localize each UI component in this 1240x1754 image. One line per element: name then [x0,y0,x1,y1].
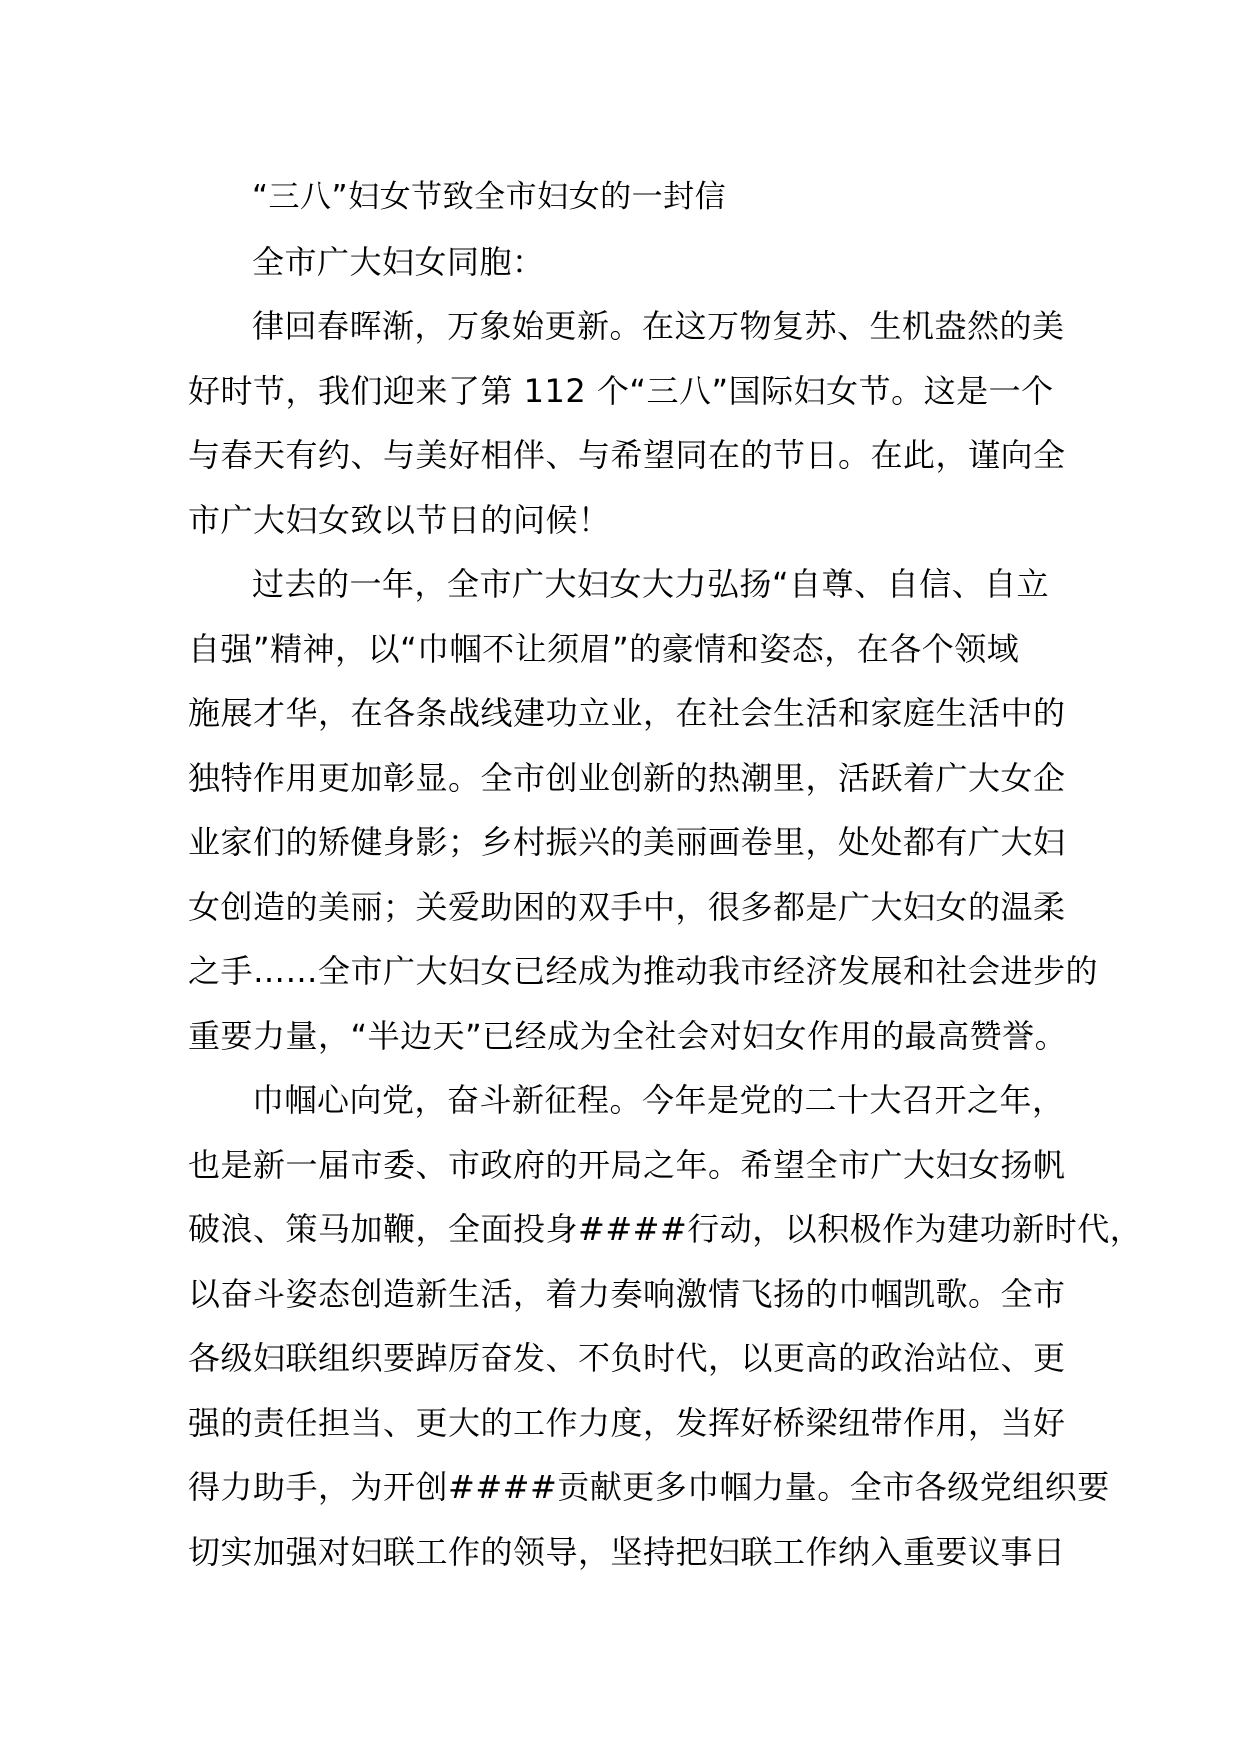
paragraph-line: 之手……全市广大妇女已经成为推动我市经济发展和社会进步的 [188,952,1099,990]
paragraph-line: 业家们的矫健身影；乡村振兴的美丽画卷里，处处都有广大妇 [188,823,1066,861]
paragraph-line: 强的责任担当、更大的工作力度，发挥好桥梁纽带作用，当好 [188,1403,1066,1442]
paragraph-line: 破浪、策马加鞭，全面投身####行动，以积极作为建功新时代， [188,1210,1143,1248]
paragraph-line: 以奋斗姿态创造新生活，着力奏响激情飞扬的巾帼凯歌。全市 [188,1274,1066,1313]
paragraph-line: 好时节，我们迎来了第 112 个“三八”国际妇女节。这是一个 [188,371,1054,410]
paragraph-line: 过去的一年，全市广大妇女大力弘扬“自尊、自信、自立 [252,565,1050,603]
paragraph-line: 独特作用更加彰显。全市创业创新的热潮里，活跃着广大女企 [188,758,1066,797]
paragraph-line: 重要力量，“半边天”已经成为全社会对妇女作用的最高赞誉。 [188,1016,1068,1055]
letter-title: “三八”妇女节致全市妇女的一封信 [252,179,727,215]
paragraph-line: 律回春晖渐，万象始更新。在这万物复苏、生机盎然的美 [252,307,1065,345]
paragraph-line: 各级妇联组织要踔厉奋发、不负时代，以更高的政治站位、更 [188,1339,1066,1377]
paragraph-line: 得力助手，为开创####贡献更多巾帼力量。全市各级党组织要 [188,1468,1110,1506]
paragraph-line: 与春天有约、与美好相伴、与希望同在的节日。在此，谨向全 [188,436,1066,474]
paragraph-line: 也是新一届市委、市政府的开局之年。希望全市广大妇女扬帆 [188,1145,1066,1184]
paragraph-line: 巾帼心向党，奋斗新征程。今年是党的二十大召开之年， [252,1081,1065,1119]
letter-salutation: 全市广大妇女同胞： [252,242,545,281]
paragraph-line: 女创造的美丽；关爱助困的双手中，很多都是广大妇女的温柔 [188,887,1066,926]
paragraph-line: 施展才华，在各条战线建功立业，在社会生活和家庭生活中的 [188,694,1066,732]
paragraph-line: 切实加强对妇联工作的领导，坚持把妇联工作纳入重要议事日 [188,1532,1066,1571]
letter-body [188,165,1143,1584]
paragraph-line: 自强”精神，以“巾帼不让须眉”的豪情和姿态，在各个领域 [188,629,1020,668]
paragraph-line: 市广大妇女致以节日的问候！ [188,500,611,539]
